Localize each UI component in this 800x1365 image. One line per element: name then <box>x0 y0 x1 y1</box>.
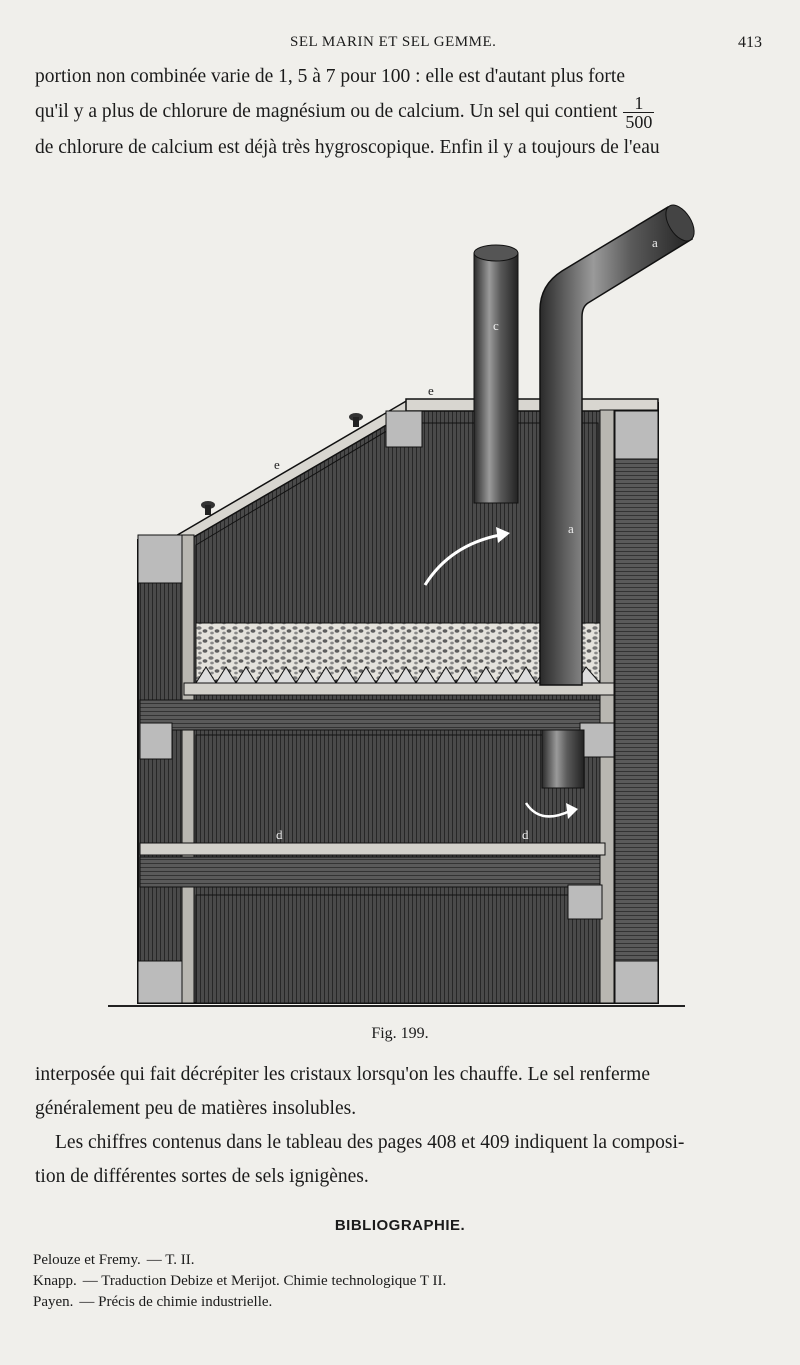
lower-chamber <box>196 895 600 1003</box>
lower-shelf <box>140 857 600 887</box>
bibliography-author: Knapp. <box>33 1273 77 1289</box>
label-pipe-c: c <box>493 318 499 333</box>
fraction-numerator: 1 <box>623 94 654 113</box>
top-lid <box>406 399 658 411</box>
top-paragraph-line-2 <box>35 94 767 131</box>
figure-199 <box>100 195 700 1015</box>
pipe-c <box>474 253 518 503</box>
label-pipe-a: a <box>652 235 658 250</box>
bibliography-text: — T. II. <box>146 1252 195 1268</box>
bibliography-author: Pelouze et Fremy. <box>33 1252 141 1268</box>
label-shelf-d-left: d <box>276 827 283 842</box>
bibliography-text: — Précis de chimie industrielle. <box>79 1294 273 1310</box>
middle-shelf <box>140 700 600 730</box>
lid-knob <box>201 501 215 515</box>
pipe-c-opening <box>474 245 518 261</box>
salt-drying-oven-engraving <box>100 195 700 1015</box>
bottom-paragraph-line-4: tion de différentes sortes de sels ignigènes. <box>35 1166 369 1187</box>
bibliography-list <box>33 1250 773 1313</box>
left-post <box>182 535 194 1003</box>
bottom-paragraph-line-3: Les chiffres contenus dans le tableau des pages 408 et 409 indiquent la composi- <box>55 1132 685 1153</box>
fraction-denominator: 500 <box>625 112 653 132</box>
corner-block <box>138 961 182 1003</box>
top-paragraph-line-1: portion non combinée varie de 1, 5 à 7 pour 100 : elle est d'autant plus forte <box>35 66 625 87</box>
bottom-paragraph-line-2: généralement peu de matières insolubles. <box>35 1098 357 1119</box>
bibliography-author: Payen. <box>33 1294 74 1310</box>
bibliography-entry <box>33 1250 773 1271</box>
right-column <box>615 410 658 1003</box>
corner-block <box>580 723 614 757</box>
corner-block <box>615 961 658 1003</box>
page-number: 413 <box>738 34 762 51</box>
page-header <box>0 34 800 56</box>
corner-block <box>615 411 658 459</box>
bibliography-text: — Traduction Debize et Merijot. Chimie technologique T II. <box>82 1273 447 1289</box>
label-lid-e-top: e <box>428 383 434 398</box>
corner-block <box>140 723 172 759</box>
running-title: SEL MARIN ET SEL GEMME. <box>290 34 497 50</box>
bottom-paragraph <box>35 1058 767 1194</box>
corner-block <box>386 411 422 447</box>
lid-knob <box>349 413 363 427</box>
lower-pipe <box>542 730 584 788</box>
bibliography-heading: BIBLIOGRAPHIE. <box>334 1217 466 1234</box>
top-paragraph-line-2-text: qu'il y a plus de chlorure de magnésium ou de calcium. Un sel qui contient <box>35 100 618 122</box>
bibliography-entry <box>33 1292 773 1313</box>
shelf-d <box>140 843 605 855</box>
lower-chamber-upper <box>196 735 600 843</box>
label-shelf-d-right: d <box>522 827 529 842</box>
top-paragraph-line-3: de chlorure de calcium est déjà très hygroscopique. Enfin il y a toujours de l'eau <box>35 137 660 158</box>
figure-caption: Fig. 199. <box>371 1025 429 1042</box>
label-pipe-a-inner: a <box>568 521 574 536</box>
bottom-paragraph-line-1: interposée qui fait décrépiter les cristaux lorsqu'on les chauffe. Le sel renferme <box>35 1064 650 1085</box>
label-lid-e-slope: e <box>274 457 280 472</box>
bibliography-entry <box>33 1271 773 1292</box>
fraction <box>623 94 654 131</box>
corner-block <box>138 535 182 583</box>
top-paragraph <box>35 60 767 165</box>
corner-block <box>568 885 602 919</box>
